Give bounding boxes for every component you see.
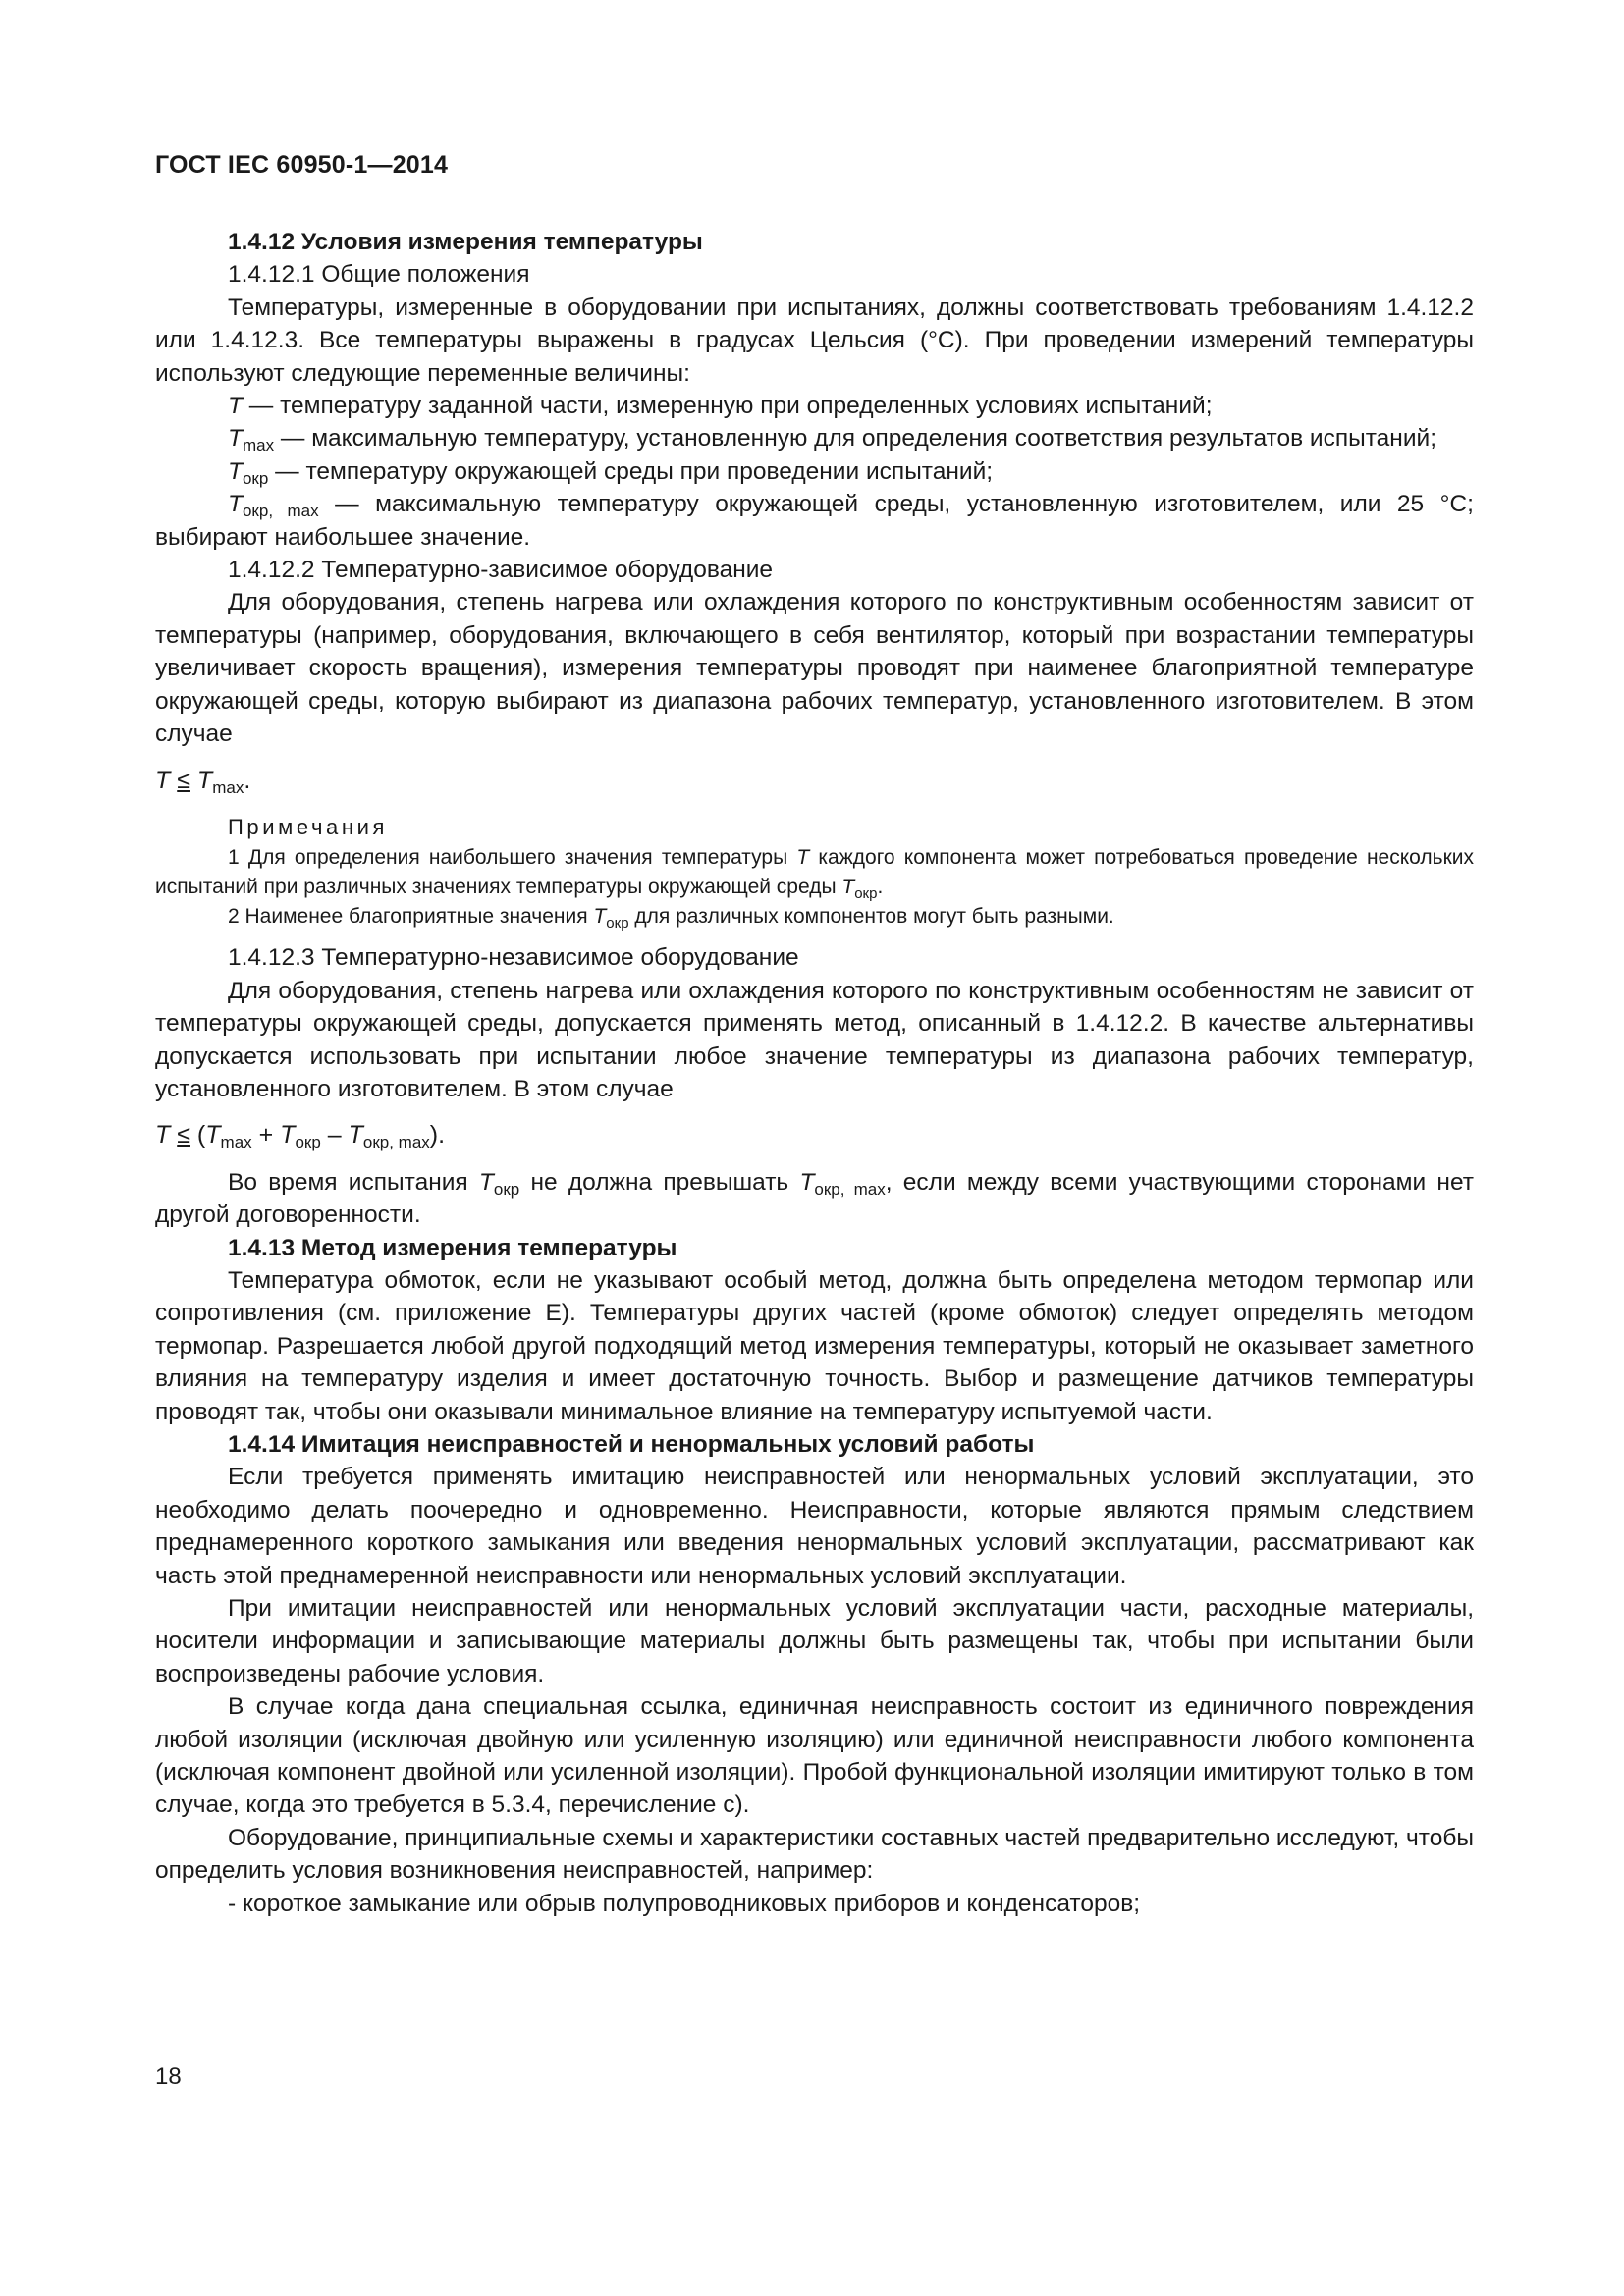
variable-definition-tokr-max <box>155 488 1474 554</box>
subscript: окр, max <box>242 502 319 521</box>
document-header: ГОСТ IEC 60950-1—2014 <box>155 151 449 179</box>
section-1-4-12-title: 1.4.12 Условия измерения температуры <box>228 229 703 255</box>
symbol: T <box>799 1168 815 1196</box>
subscript: окр <box>606 915 629 933</box>
symbol: T <box>155 766 171 794</box>
symbol: T <box>205 1121 221 1149</box>
page-number: 18 <box>155 2063 182 2090</box>
paragraph: Для оборудования, степень нагрева или охлаждения которого по конструктивным особенностям не зависит от температуры окружающей среды, допускается применять метод, описанный в 1.4.12.2. В качестве альтернативы допускается использовать при испытании любое значение температуры из диапазона рабочих температур, установленного изготовителем. В этом случае <box>155 977 1474 1102</box>
text: Во время испытания <box>228 1168 479 1196</box>
notes-title: Примечания <box>228 814 389 839</box>
section-1-4-13-title: 1.4.13 Метод измерения температуры <box>228 1234 677 1261</box>
subsection-1-4-12-3-title: 1.4.12.3 Температурно-независимое оборудование <box>228 944 799 972</box>
list-item: - короткое замыкание или обрыв полупроводниковых приборов и конденсаторов; <box>228 1890 1141 1917</box>
paren-open: ( <box>189 1121 206 1149</box>
page-content <box>155 226 1474 1920</box>
symbol: T <box>228 457 243 485</box>
spacer <box>155 932 1474 941</box>
subscript: окр <box>242 468 269 488</box>
note-text: для различных компонентов могут быть разными. <box>628 905 1114 929</box>
variable-definition-tmax <box>155 422 1474 454</box>
subscript: окр, max <box>814 1179 886 1199</box>
symbol: T <box>348 1121 363 1149</box>
definition-text: — максимальную температуру, установленную для определения соответствия результатов испытаний; <box>274 425 1437 453</box>
symbol: T <box>155 1121 171 1149</box>
note-text: 1 Для определения наибольшего значения температуры <box>228 846 797 870</box>
symbol: T <box>228 425 243 453</box>
paragraph: Температуры, измеренные в оборудовании при испытаниях, должны соответствовать требованиям 1.4.12.2 или 1.4.12.3. Все температуры выражены в градусах Цельсия (°C). При проведении измерений температуры используют следующие переменные величины: <box>155 294 1474 387</box>
note-end: . <box>877 876 884 899</box>
symbol: T <box>196 766 213 794</box>
definition-text: — температуру окружающей среды при проведении испытаний; <box>268 457 994 485</box>
subsection-1-4-12-1-title: 1.4.12.1 Общие положения <box>228 261 530 289</box>
symbol: T <box>228 491 243 518</box>
paragraph: Температура обмоток, если не указывают особый метод, должна быть определена методом термопар или сопротивления (см. приложение Е). Температуры других частей (кроме обмоток) следует определять методом термопар. Разрешается любой другой подходящий метод измерения температуры, который не оказывает заметного влияния на температуру изделия и имеет достаточную точность. Выбор и размещение датчиков температуры проводят так, чтобы они оказывали минимальное влияние на температуру испытуемой части. <box>155 1266 1474 1425</box>
text: , если между всеми участвующими сторонами нет другой договоренности. <box>155 1168 1474 1229</box>
definition-text: — температуру заданной части, измеренную при определенных условиях испытаний; <box>242 393 1213 420</box>
definition-text: — максимальную температуру окружающей среды, установленную изготовителем, или 25 °С; выбирают наибольшее значение. <box>155 491 1474 551</box>
subsection-1-4-12-2-title: 1.4.12.2 Температурно-зависимое оборудование <box>228 557 774 584</box>
formula-2 <box>155 1119 1474 1151</box>
subscript: окр <box>493 1179 520 1199</box>
note-text: каждого компонента может потребоваться проведение нескольких испытаний при различных значениях температуры окружающей среды <box>155 846 1474 899</box>
note-1 <box>155 843 1474 902</box>
subscript: окр <box>854 885 878 903</box>
paragraph: В случае когда дана специальная ссылка, единичная неисправность состоит из единичного повреждения любой изоляции (исключая двойную или усиленную изоляцию) или единичной неисправности любого компонента (исключая компонент двойной или усиленной изоляции). Пробой функциональной изоляции имитируют только в том случае, когда это требуется в 5.3.4, перечисление с). <box>155 1693 1474 1819</box>
paragraph <box>155 1166 1474 1232</box>
note-2 <box>155 902 1474 932</box>
formula-1 <box>155 765 1474 797</box>
minus: – <box>320 1121 349 1149</box>
symbol: T <box>796 846 810 870</box>
variable-definition-t <box>155 390 1474 422</box>
subscript: max <box>212 777 244 797</box>
subscript: max <box>220 1133 252 1152</box>
variable-definition-tokr <box>155 455 1474 488</box>
subscript: max <box>242 436 275 455</box>
symbol: T <box>593 905 607 929</box>
text: не должна превышать <box>519 1168 800 1196</box>
operator: ≤ <box>177 1121 190 1149</box>
section-1-4-14-title: 1.4.14 Имитация неисправностей и ненормальных условий работы <box>228 1431 1035 1458</box>
formula-end: . <box>244 766 251 794</box>
paragraph: При имитации неисправностей или ненормальных условий эксплуатации части, расходные материалы, носители информации и записывающие материалы должны быть размещены так, чтобы при испытании были воспроизведены рабочие условия. <box>155 1595 1474 1687</box>
note-text: 2 Наименее благоприятные значения <box>228 905 594 929</box>
operator: ≤ <box>177 766 190 794</box>
subscript: окр <box>295 1133 321 1152</box>
plus: + <box>251 1121 281 1149</box>
symbol: T <box>228 393 243 420</box>
symbol: T <box>280 1121 296 1149</box>
symbol: T <box>841 876 855 899</box>
paragraph: Для оборудования, степень нагрева или охлаждения которого по конструктивным особенностям зависит от температуры (например, оборудования, включающего в себя вентилятор, который при возрастании температуры увеличивает скорость вращения), измерения температуры проводят при наименее благоприятной температуре окружающей среды, которую выбирают из диапазона рабочих температур, установленного изготовителем. В этом случае <box>155 589 1474 748</box>
symbol: T <box>478 1168 494 1196</box>
paragraph: Если требуется применять имитацию неисправностей или ненормальных условий эксплуатации, это необходимо делать поочередно и одновременно. Неисправности, которые являются прямым следствием преднамеренного короткого замыкания или введения ненормальных условий эксплуатации, рассматривают как часть этой преднамеренной неисправности или ненормальных условий эксплуатации. <box>155 1464 1474 1589</box>
paragraph: Оборудование, принципиальные схемы и характеристики составных частей предварительно исследуют, чтобы определить условия возникновения неисправностей, например: <box>155 1824 1474 1885</box>
paren-close: ). <box>429 1121 446 1149</box>
subscript: окр, max <box>362 1133 430 1152</box>
